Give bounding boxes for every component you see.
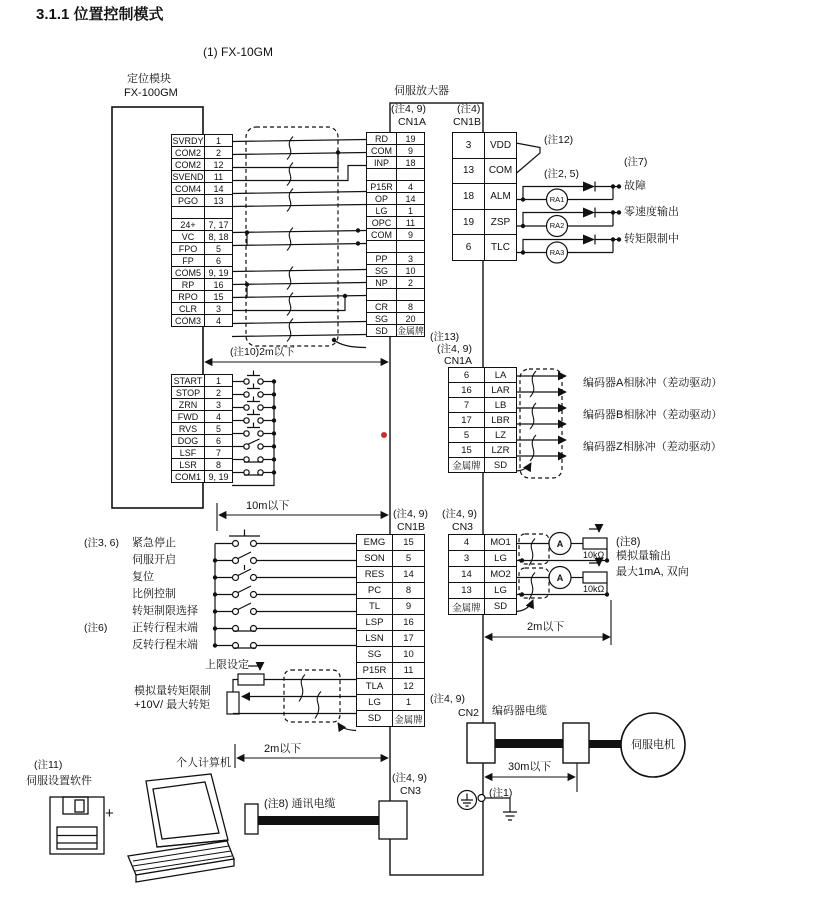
table-row: SG 10 (356, 646, 425, 663)
note-13: (注13) (430, 331, 460, 343)
table-row: LG 1 (366, 204, 425, 217)
encoder-output-circuit (516, 369, 566, 478)
table-row: 金属牌 SD (448, 598, 517, 615)
input-note-0: (注3, 6) (84, 537, 120, 549)
encoder-z-label: 编码器Z相脉冲（差动驱动） (583, 441, 722, 453)
encoder-b-label: 编码器B相脉冲（差动驱动） (583, 409, 723, 421)
table-row: P15R 4 (366, 180, 425, 193)
table-cn1b-mid (356, 535, 425, 727)
cn2-note: (注4, 9) (430, 693, 466, 705)
servo-software-label: 伺服设置软件 (26, 775, 92, 787)
table-row: COM2 12 (171, 158, 233, 171)
table-row: 4 MO1 (448, 534, 517, 551)
resistor-1-label: 10kΩ (583, 550, 605, 560)
table-row: COM5 9, 19 (171, 266, 233, 279)
table-row: FP 6 (171, 254, 233, 267)
enc-name: CN1A (444, 355, 473, 367)
table-row: 15 LZR (448, 442, 517, 458)
table-cn3 (448, 535, 517, 615)
table-row: LSF 7 (171, 446, 233, 459)
module-label: 定位模块 (127, 73, 171, 85)
dim-2m-lower: 2m以下 (264, 743, 302, 755)
table-row: 24+ 7, 17 (171, 218, 233, 231)
table-row: SON 5 (356, 550, 425, 567)
analog-max-label: 最大1mA, 双向 (616, 566, 689, 578)
table-row: 18 ALM (452, 183, 517, 210)
plus-sign: + (105, 805, 114, 822)
table-row: DOG 6 (171, 434, 233, 447)
table-row: LG 1 (356, 694, 425, 711)
table-row: RPO 15 (171, 290, 233, 303)
page-subtitle: (1) FX-10GM (203, 45, 274, 59)
table-row: 17 LBR (448, 412, 517, 428)
table-row: TLA 12 (356, 678, 425, 695)
table-row: TL 9 (356, 598, 425, 615)
cn1b-input-switches (213, 530, 356, 649)
floppy-disk-icon (50, 797, 104, 854)
table-row: FWD 4 (171, 410, 233, 423)
table-row: RES 14 (356, 566, 425, 583)
table-row: 13 COM (452, 158, 517, 185)
cn3-bottom-name: CN3 (400, 785, 422, 797)
table-row: NP 2 (366, 276, 425, 289)
input-label-tl: 转矩制限选择 (132, 604, 198, 617)
table-row: 3 LG (448, 550, 517, 567)
output-label-fault: 故障 (624, 180, 646, 192)
table-row: 13 LG (448, 582, 517, 599)
page-title: 3.1.1 位置控制模式 (36, 6, 164, 23)
table-row: OP 14 (366, 192, 425, 205)
cn1a-top-note: (注4, 9) (391, 103, 427, 115)
input-label-pc: 比例控制 (132, 587, 176, 600)
input-label-son: 伺服开启 (132, 553, 176, 566)
table-row: 金属牌 SD (448, 457, 517, 473)
table-row: START 1 (171, 374, 233, 387)
table-row: PP 3 (366, 252, 425, 265)
note-11: (注11) (34, 759, 63, 771)
cn3-mid-name: CN3 (452, 521, 474, 533)
table-cn1b-top (452, 133, 517, 261)
table-row: CR 8 (366, 300, 425, 313)
table-row: COM2 2 (171, 146, 233, 159)
red-dot-artifact (381, 432, 387, 438)
table-row: 6 TLC (452, 234, 517, 261)
relay-ra3-label: RA3 (549, 247, 565, 257)
servo-motor-label: 伺服电机 (631, 739, 675, 751)
table-row: RP 16 (171, 278, 233, 291)
table-row: OPC 11 (366, 216, 425, 229)
note-12: (注12) (544, 134, 574, 146)
table-row: COM1 9, 19 (171, 470, 233, 483)
table-row: STOP 2 (171, 386, 233, 399)
cn1b-mid-name: CN1B (397, 521, 426, 533)
table-row: SG 10 (366, 264, 425, 277)
input-label-lsn: 反转行程末端 (132, 638, 198, 651)
cn2-name: CN2 (458, 707, 480, 719)
table-row: EMG 15 (356, 534, 425, 551)
table-fx100gm-io (171, 135, 233, 327)
input-label-lsp: 正转行程末端 (132, 621, 198, 634)
note-7: (注7) (624, 156, 648, 168)
input-note-5: (注6) (84, 622, 108, 634)
input-label-emg: 紧急停止 (132, 536, 176, 549)
module-model: FX-100GM (124, 87, 178, 99)
encoder-a-label: 编码器A相脉冲（差动驱动） (583, 377, 723, 389)
note-2-5: (注2, 5) (544, 168, 580, 180)
table-row: COM3 4 (171, 314, 233, 327)
upper-limit-label: 上限设定 (205, 659, 249, 671)
pc-label: 个人计算机 (176, 757, 231, 769)
table-row: LSR 8 (171, 458, 233, 471)
table-row: 6 LA (448, 367, 517, 383)
table-row: 5 LZ (448, 427, 517, 443)
analog-torque-label-2: +10V/ 最大转矩 (134, 698, 211, 711)
table-row: P15R 11 (356, 662, 425, 679)
analog-output-label: 模拟量输出 (616, 550, 671, 562)
amplifier-label: 伺服放大器 (394, 85, 449, 97)
note-1: (注1) (489, 787, 513, 799)
laptop-icon (128, 774, 234, 882)
table-row: SD 金属牌 (356, 710, 425, 727)
table-row: RVS 5 (171, 422, 233, 435)
comm-cable-label: (注8) 通讯电缆 (264, 798, 336, 810)
table-row: ZRN 3 (171, 398, 233, 411)
table-row: SD 金属牌 (366, 324, 425, 337)
cn1a-top-name: CN1A (398, 116, 427, 128)
table-row: LSN 17 (356, 630, 425, 647)
cn1b-top-name: CN1B (453, 116, 482, 128)
gm-input-switches (232, 371, 276, 486)
table-row: FPO 5 (171, 242, 233, 255)
relay-ra1-label: RA1 (549, 194, 565, 204)
table-cn1a-encoder (448, 368, 517, 473)
table-row: 16 LAR (448, 382, 517, 398)
dim-2m-top: (注10)2m以下 (230, 346, 295, 358)
output-label-zero-speed: 零速度输出 (624, 206, 679, 218)
table-row: VC 8, 18 (171, 230, 233, 243)
ammeter-2-label: A (556, 572, 564, 583)
note-8: (注8) (616, 536, 641, 548)
cn1b-output-circuit (516, 143, 621, 263)
table-row: SG 20 (366, 312, 425, 325)
table-row: RD 19 (366, 132, 425, 145)
table-row: PGO 13 (171, 194, 233, 207)
table-row: LSP 16 (356, 614, 425, 631)
encoder-cable-label: 编码器电缆 (492, 705, 547, 717)
table-row: INP 18 (366, 156, 425, 169)
table-row: 3 VDD (452, 132, 517, 159)
table-row: PC 8 (356, 582, 425, 599)
cn1b-top-note: (注4) (457, 103, 481, 115)
relay-ra2-label: RA2 (549, 221, 565, 230)
enc-note: (注4, 9) (437, 343, 473, 355)
table-row: SVEND 11 (171, 170, 233, 183)
output-label-torque-limit: 转矩限制中 (624, 233, 679, 245)
ammeter-1-label: A (556, 538, 564, 549)
table-row: COM 9 (366, 144, 425, 157)
table-cn1a-top (366, 133, 425, 337)
wiring-gm-to-cn1a (232, 127, 366, 348)
dim-10m: 10m以下 (246, 500, 290, 512)
cn3-mid-note: (注4, 9) (442, 508, 478, 520)
table-row: CLR 3 (171, 302, 233, 315)
table-row: 19 ZSP (452, 209, 517, 236)
cn1b-mid-note: (注4, 9) (393, 508, 429, 520)
cn3-bottom-note: (注4, 9) (392, 772, 428, 784)
input-label-res: 复位 (132, 570, 154, 583)
dim-30m: 30m以下 (508, 761, 552, 773)
table-row: 7 LB (448, 397, 517, 413)
table-row: COM4 14 (171, 182, 233, 195)
resistor-2-label: 10kΩ (583, 584, 605, 594)
table-row: SVRDY 1 (171, 134, 233, 147)
dim-2m-mid: 2m以下 (527, 621, 565, 633)
table-row: 14 MO2 (448, 566, 517, 583)
table-row: COM 9 (366, 228, 425, 241)
table-fx100gm-input (171, 375, 233, 483)
analog-torque-label-1: 模拟量转矩限制 (134, 685, 211, 697)
